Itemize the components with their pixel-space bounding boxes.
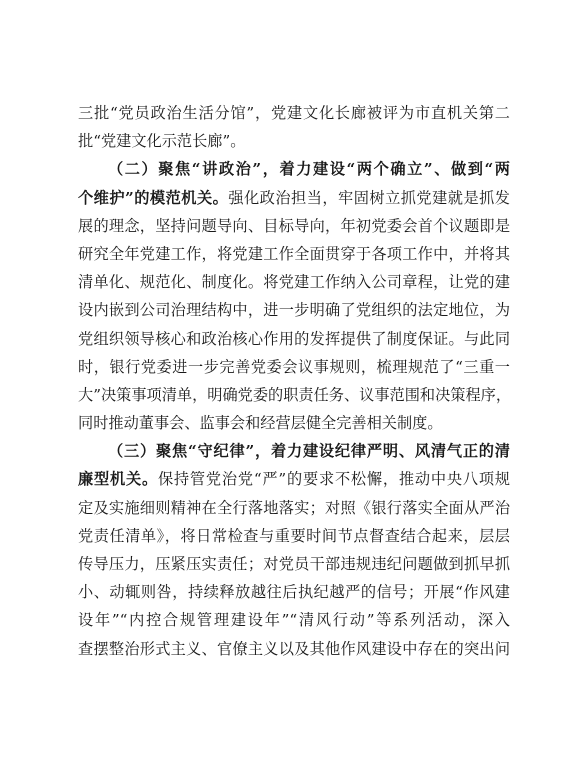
text-line [78, 437, 510, 465]
document-body [78, 99, 510, 663]
text-line [78, 127, 510, 155]
text-line [78, 635, 510, 663]
body-text: 三批“党员政治生活分馆”，党建文化长廊被评为市直机关第二 [78, 104, 510, 122]
body-text: 同时推动董事会、监事会和经营层健全完善相关制度。 [78, 414, 443, 433]
text-line [78, 325, 510, 353]
bold-heading-text: （三）聚焦“守纪律”，着力建设纪律严明、风清气正的清 [108, 442, 510, 461]
body-text: 保持管党治党“严”的要求不松懈，推动中央八项规 [157, 470, 510, 489]
body-text: 设内嵌到公司治理结构中，进一步明确了党组织的法定地位，为 [78, 301, 510, 320]
body-text: 清单化、规范化、制度化。将党建工作纳入公司章程，让党的建 [78, 273, 510, 292]
text-line [78, 381, 510, 409]
body-text: 小、动辄则咎，持续释放越往后执纪越严的信号；开展“作风建 [78, 583, 510, 602]
body-text: 大”决策事项清单，明确党委的职责任务、议事范围和决策程序， [78, 385, 512, 404]
body-text: 强化政治担当，牢固树立抓党建就是抓发 [228, 188, 510, 207]
body-text: 展的理念，坚持问题导向、目标导向，年初党委会首个议题即是 [78, 216, 510, 235]
text-line [78, 550, 510, 578]
text-line [78, 522, 510, 550]
text-line [78, 578, 510, 606]
text-line [78, 268, 510, 296]
text-line [78, 296, 510, 324]
body-text: 批“党建文化示范长廊”。 [78, 132, 246, 151]
text-line [78, 99, 510, 127]
text-line [78, 606, 510, 634]
text-line [78, 184, 510, 212]
body-text: 定及实施细则精神在全行落地落实；对照《银行落实全面从严治 [78, 498, 510, 517]
bold-heading-text: 廉型机关。 [78, 470, 158, 489]
body-text: 党组织领导核心和政治核心作用的发挥提供了制度保证。与此同 [78, 329, 510, 348]
body-text: 党责任清单》，将日常检查与重要时间节点督查结合起来，层层 [78, 526, 510, 545]
text-line [78, 409, 510, 437]
text-line [78, 494, 510, 522]
body-text: 研究全年党建工作，将党建工作全面贯穿于各项工作中，并将其 [78, 244, 510, 263]
body-text: 时，银行党委进一步完善党委会议事规则，梳理规范了“三重一 [78, 357, 510, 376]
bold-heading-text: （二）聚焦“讲政治”，着力建设“两个确立”、做到“两 [108, 160, 510, 179]
text-line [78, 353, 510, 381]
bold-heading-text: 个维护”的模范机关。 [78, 188, 229, 207]
text-line [78, 212, 510, 240]
text-line [78, 465, 510, 493]
body-text: 传导压力，压紧压实责任；对党员干部违规违纪问题做到抓早抓 [78, 555, 510, 573]
text-line [78, 240, 510, 268]
body-text: 设年”“内控合规管理建设年”“清风行动”等系列活动，深入 [78, 611, 510, 630]
body-text: 查摆整治形式主义、官僚主义以及其他作风建设中存在的突出问 [78, 639, 510, 658]
text-line [78, 155, 510, 183]
